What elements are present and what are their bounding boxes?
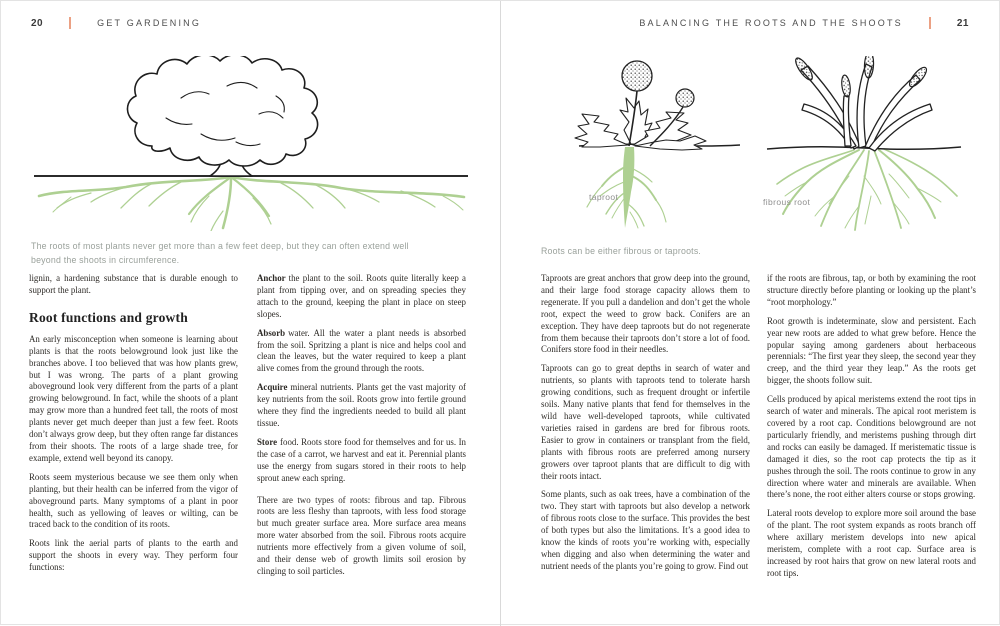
root-function-item: Absorb water. All the water a plant needs is absorbed from the soil. Spritzing a plant is nice and helps cool and clean the leaves, but the water required to keep a plant alive comes from the ground through the roots. [257, 327, 466, 374]
root-function-item: Anchor the plant to the soil. Roots quite literally keep a plant from tipping over, and on spreading species they attach to the ground, keeping the plant in place on steep slopes. [257, 273, 466, 319]
roots-figure-caption: Roots can be either fibrous or taproots. [541, 246, 702, 256]
left-running-title: GET GARDENING [97, 18, 202, 28]
tree-figure-caption: The roots of most plants never get more than a few feet deep, but they can often extend well beyond the shoots in circumference. [31, 241, 409, 265]
page-number-right: 21 [956, 17, 969, 29]
root-function-item: Acquire mineral nutrients. Plants get the vast majority of key nutrients from the soil. Roots grow into fertile ground where they find the ingredients needed to build all plant tissue. [257, 382, 466, 428]
right-page-column-1 [541, 273, 750, 580]
body-paragraph: lignin, a hardening substance that is durable enough to support the plant. [29, 273, 238, 295]
body-paragraph: Some plants, such as oak trees, have a combination of the two. They start with taproots but also develop a network of fibrous roots close to the surface. This provides the best of both types but also the limitations. It’s a good idea to know the kinds of roots you’re working with, especially when digging and also when determining the water and nutrient needs of the plants you’re going to grow. Find out [541, 489, 750, 571]
body-paragraph: Cells produced by apical meristems extend the root tips in search of water and minerals. The apical root meristem is covered by a root cap. Conditions belowground are not particularly friendly, and meristems pushing through dirt and rocks can easily be damaged. If meristematic tissue is damaged it dies, so the root cap protects the tip as it pushes through the soil. The roots continue to grow in any direction where water and minerals are available. When there’s none, the root either alters course or stops growing. [767, 394, 976, 500]
body-paragraph: Taproots can go to great depths in search of water and nutrients, so plants with taproots tend to tolerate harsh growing conditions, such as frequent drought or infertile soils. Many native plants that fend for themselves in the wild have well-developed taproots, while cultivated varieties raised in gardens are bred for fibrous roots. Easier to grow in containers or transplant from the field, plants with fibrous roots are preferred among nursery growers over taproot plants that are difficult to dig with their roots intact. [541, 363, 750, 481]
section-heading: Root functions and growth [29, 309, 188, 325]
root-function-item: Store food. Roots store food for themselves and for us. In the case of a carrot, we harvest and eat it. Perennial plants use the energy from sugars stored in their roots to help sprout anew each spring. [257, 436, 466, 483]
tree-illustration [31, 56, 471, 231]
right-page-column-2 [767, 273, 976, 580]
fibrous-root-label: fibrous root [763, 197, 811, 207]
page-number-left: 20 [31, 17, 44, 29]
body-paragraph: Roots link the aerial parts of plants to the earth and support the shoots in every way. They perform four functions: [29, 538, 238, 573]
left-page-header [31, 17, 201, 29]
body-paragraph: Taproots are great anchors that grow deep into the ground, and their large food storage capacity allows them to regenerate. If you pull a dandelion and don’t get the whole root, expect the weed to grow back. Conifers are an exception. They have deep taproots but do not regenerate from them because their taproots don’t store a lot of food. Conifers store food in their needles. [541, 273, 750, 355]
header-divider-bar [929, 17, 931, 29]
dandelion-taproot-illustration [554, 56, 764, 231]
body-paragraph: if the roots are fibrous, tap, or both by examining the root structure directly before planting or looking up the plant’s “root morphology.” [767, 273, 976, 307]
body-paragraph: There are two types of roots: fibrous and tap. Fibrous roots are less fleshy than taproots, with less food storage but much greater surface area. More surface area means more water absorbed from the soil. Fibrous roots acquire nutrients more effectively from a given volume of soil, and their dense web of growth limits soil erosion by clinging to soil particles. [257, 494, 466, 576]
right-running-title: BALANCING THE ROOTS AND THE SHOOTS [639, 18, 903, 28]
right-page [501, 1, 1000, 626]
left-page [1, 1, 501, 626]
left-page-column-1 [29, 273, 238, 578]
right-page-text-columns [541, 273, 977, 580]
taproot-label: taproot [589, 192, 619, 202]
body-paragraph: Roots seem mysterious because we see them only when planting, but their health can be inferred from the vigor of aboveground parts. Many symptoms of a plant in poor health, such as yellowing of leaves or wilting, can be traced back to the condition of its roots. [29, 471, 238, 530]
right-page-header [639, 17, 969, 29]
body-paragraph: Lateral roots develop to explore more soil around the base of the plant. The root system expands as roots branch off where axillary meristem develops into new apical meristem, complete with a root cap. Surface area is increased by root hairs that grow on new lateral roots and root tips. [767, 508, 976, 578]
left-page-text-columns [29, 273, 467, 578]
body-paragraph: An early misconception when someone is learning about plants is that the roots belowground look just like the branches above. I too believed that was how plants grew, but I was wrong. The parts of a plant growing aboveground look very different from the parts of a plant growing belowground. In fact, while the shoots of a plant may grow more than a hundred feet tall, the roots of most plants never get much deeper than just a few feet. Roots don’t always grow deep, but they often range far distances from their shoots. The roots of a large shade tree, for example, extend well beyond its canopy. [29, 333, 238, 463]
header-divider-bar [69, 17, 71, 29]
left-page-column-2 [257, 273, 466, 578]
body-paragraph: Root growth is indeterminate, slow and persistent. Each year new roots are added to what grew before. Hence the popular saying among gardeners about herbaceous perennials: “The first year they sleep, the second year they creep, and the third year they leap.” As the roots get bigger, the shoots follow suit. [767, 315, 976, 386]
